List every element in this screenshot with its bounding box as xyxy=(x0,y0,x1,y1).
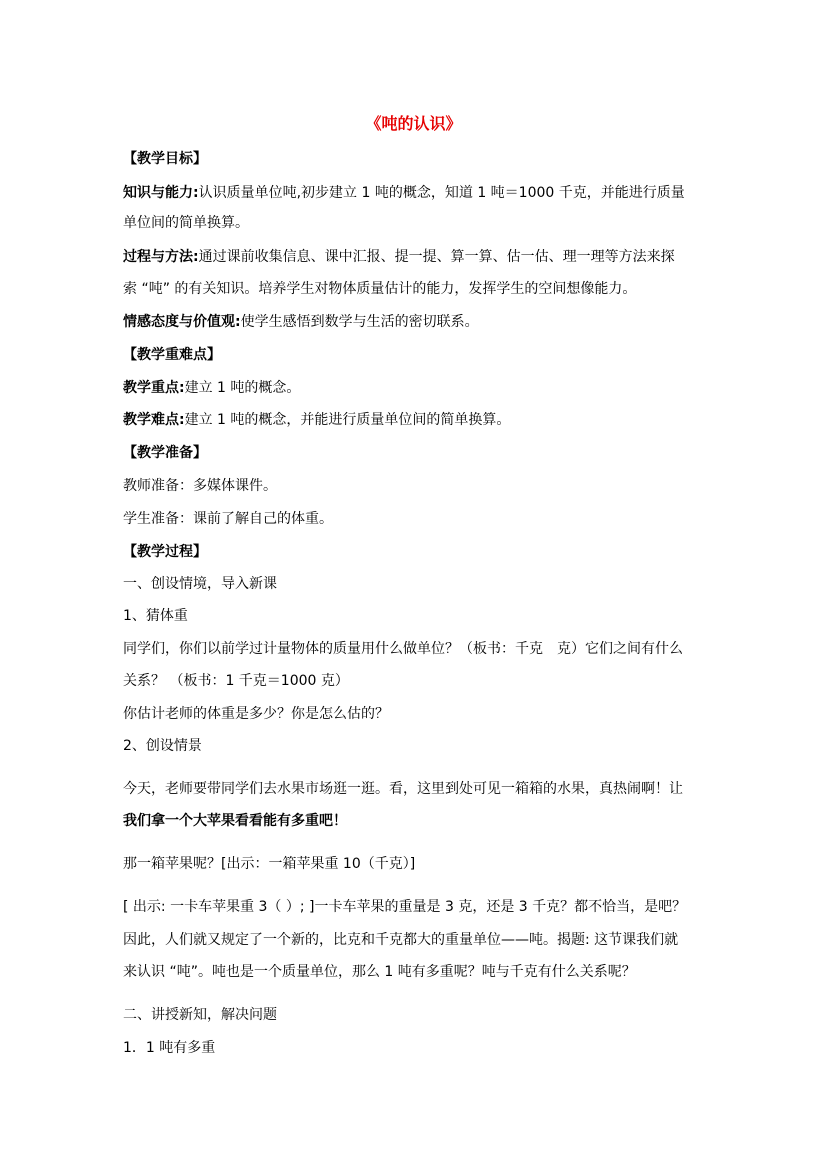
key-point-text: 建立 1 吨的概念。 xyxy=(184,380,301,396)
objective-process xyxy=(123,248,709,266)
objective-knowledge-label: 知识与能力: xyxy=(123,185,199,201)
difficult-point xyxy=(123,411,709,429)
objective-attitude-label: 情感态度与价值观: xyxy=(123,314,241,330)
key-heading: 【教学重难点】 xyxy=(123,347,221,363)
objective-attitude xyxy=(123,313,709,331)
process-paragraph: 关系？ （板书：1 千克＝1000 克） xyxy=(123,673,349,689)
process-paragraph: 今天，老师要带同学们去水果市场逛一逛。看，这里到处可见一箱箱的水果，真热闹啊！让 xyxy=(123,781,683,797)
process-paragraph: 我们拿一个大苹果看看能有多重吧！ xyxy=(123,813,347,829)
process-heading: 【教学过程】 xyxy=(123,544,207,560)
objective-knowledge-cont: 单位间的简单换算。 xyxy=(123,215,249,231)
objectives-heading: 【教学目标】 xyxy=(123,151,207,167)
process-step-1-1: 1、猜体重 xyxy=(123,608,188,624)
key-point-label: 教学重点: xyxy=(123,380,185,396)
objective-attitude-text: 使学生感悟到数学与生活的密切联系。 xyxy=(240,314,479,330)
key-point xyxy=(123,379,709,397)
process-paragraph: 你估计老师的体重是多少？你是怎么估的？ xyxy=(123,706,389,722)
process-paragraph: 来认识 “吨”。吨也是一个质量单位，那么 1 吨有多重呢？吨与千克有什么关系呢？ xyxy=(123,964,636,980)
objective-knowledge xyxy=(123,184,709,202)
document-title: 《吨的认识》 xyxy=(365,114,462,133)
process-paragraph: [ 出示: 一卡车苹果重 3（ ）; ]一卡车苹果的重量是 3 克，还是 3 千克？都不恰当，是吧？ xyxy=(123,899,687,915)
process-paragraph: 因此，人们就又规定了一个新的，比克和千克都大的重量单位——吨。揭题: 这节课我们就 xyxy=(123,932,679,948)
process-step-1-2: 2、创设情景 xyxy=(123,738,202,754)
objective-process-text: 通过课前收集信息、课中汇报、提一提、算一算、估一估、理一理等方法来探 xyxy=(198,249,675,265)
process-step-1: 一、创设情境，导入新课 xyxy=(123,576,277,592)
prep-student: 学生准备：课前了解自己的体重。 xyxy=(123,511,333,527)
difficult-point-text: 建立 1 吨的概念，并能进行质量单位间的简单换算。 xyxy=(184,412,511,428)
prep-teacher: 教师准备：多媒体课件。 xyxy=(123,478,277,494)
objective-knowledge-text: 认识质量单位吨,初步建立 1 吨的概念，知道 1 吨＝1000 千克，并能进行质量 xyxy=(198,185,685,201)
difficult-point-label: 教学难点: xyxy=(123,412,185,428)
process-paragraph: 那一箱苹果呢？[出示：一箱苹果重 10（千克）] xyxy=(123,856,416,872)
process-step-2-1: 1．1 吨有多重 xyxy=(123,1040,216,1056)
process-paragraph: 同学们，你们以前学过计量物体的质量用什么做单位？（板书：千克 克）它们之间有什么 xyxy=(123,641,683,657)
objective-process-cont: 索 “吨” 的有关知识。培养学生对物体质量估计的能力，发挥学生的空间想像能力。 xyxy=(123,281,637,297)
process-step-2: 二、讲授新知，解决问题 xyxy=(123,1007,277,1023)
objective-process-label: 过程与方法: xyxy=(123,249,199,265)
prep-heading: 【教学准备】 xyxy=(123,445,207,461)
